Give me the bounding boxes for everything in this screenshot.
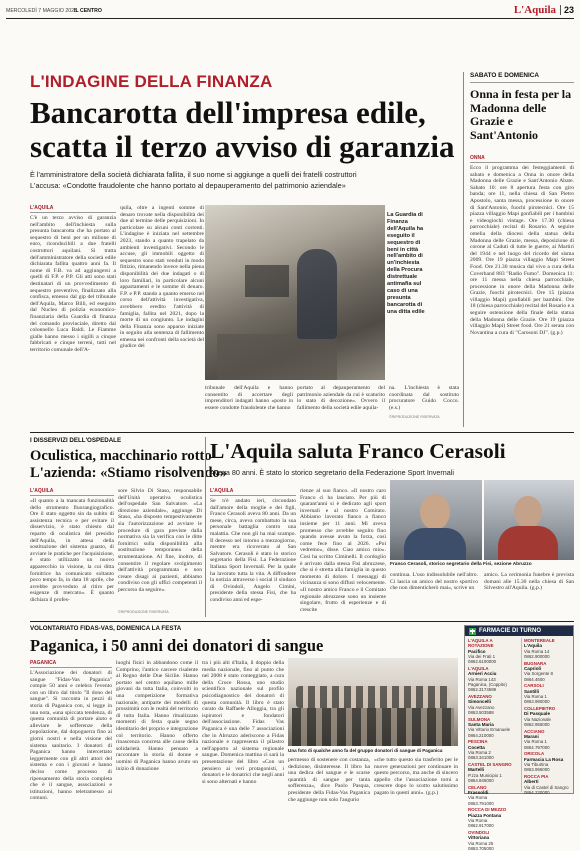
pharmacy-detail: 0862.900000 [523,653,550,659]
photo-head-shape-2 [514,496,542,528]
pharmacy-entry [468,638,518,664]
sidebar-body-wrap [470,155,574,427]
lead-col-5 [389,385,459,427]
pharmacy-detail: Via di Castel di Sangro [523,784,569,790]
story3-text-2: rienze al suo fianco. «Il nostro caro Franco ci ha lasciato. Per più di quarant'anni si è dedicato agli sport invernali e al nostro Comitato. Abbiamo lavorato fianco a fianco insieme per 11 anni. Mi aveva promesso che avrebbe seguito fino quando avesse avuto la forza, così come fece fino al 2026. «Poi vedremo», disse. Ciao amico mio». Così ha scritto Ciminelli. Il cordoglio è arrivato dalla stessa Fisi abruzzese, che si è stretta alla famiglia in questo momento di dolore. I messaggi di vicinanza si sono diffusi velocemente. «Il nostro amico Franco e il Comitato regionale abruzzese sono un insieme singolare, frutto di esperienze e di crescite [300,488,386,613]
pharmacy-entry [468,739,518,760]
story-divider [205,437,206,617]
photo-body-shape-2 [498,526,558,560]
pharmacy-detail: 0862.955000 [523,721,550,727]
pharmacy-title: FARMACIE DI TURNO [479,628,541,634]
story3-text-4: amico. La cerimonia funebre è prevista domani alle 15.30 nella chiesa di San Silvestro all'Aquila. (g.p.) [484,572,574,592]
section-rule-2 [30,621,574,622]
pharmacy-entry [524,706,570,727]
photo-desk-shape [217,334,337,380]
story3-text-3: continua. L'uso indissolubile nell'altro. Ci lascia un amico del nostro sportivo che non dimenticherò mai», scrive un [390,572,478,592]
pharmacy-name: Marani [523,734,539,740]
pharmacy-name: Simoncelli [468,699,491,705]
pharmacy-entry [468,785,518,806]
lead-location: L'AQUILA [30,205,116,213]
paper-name: IL CENTRO [74,8,102,14]
pharmacy-detail: Via Roma 1 [523,739,547,745]
lead-byline: ©RIPRODUZIONE RISERVATA [389,415,440,419]
pharmacy-header [465,626,573,636]
story4-col-1 [30,660,112,802]
story2-kicker: I DISSERVIZI DELL'OSPEDALE [30,437,122,444]
cerasoli-photo-2 [484,480,574,560]
pharmacy-name: Farmacia La Rosa [523,756,564,762]
photo-body-shape [404,528,466,560]
pharmacy-name: Frassoldi [468,790,489,796]
pharmacy-name: Alberti [523,779,539,785]
photo-group-row-2 [292,708,454,746]
pharmacy-name: Arnieri Acciu [468,671,497,677]
story3-caption: Franco Cerasoli, storico segretario della Fisi, sezione Abruzzo [390,562,532,567]
pharmacy-detail: Via Roma 1 [523,693,547,699]
sidebar-body: Ecco il programma dei festeggiamenti di sabato e domenica a Onna in onore della Madonna delle Grazie e Sant'Antonio Abate. Sabato 10: ore 8 apertura festa con giro banda; ore 11, nella chiesa di San Pietro Apostolo, santa messa, processione in onore di Sant'Antonio, fuochi pirotecnici. Ore 15 piazza villaggio Mapi gonfiabili per i bambini e videogiochi vintage. Ore 17.30 (chiesa parrocchiale) recital di Rosario. A seguire omelia della diocesi della statua della Madonna delle Grazie, messa, deposizione di corone al Caduti di tutte le guerre, ai Martiri del 1944 e nel luogo del ricordo del sisma 2009. Ore 19 piazza villaggio Mapi Street Food. Ore 21.30 musica dal vivo a cura della Coverband 883 "Radio Fumo". Domenica 11: ore 11 messa nella chiesa parrocchiale, processione in onore della Madonna delle Grazie, fuochi pirotecnici. Ore 15 (piazza villaggio Mapi) gonfiabili per bambini. Ore 18 (chiesa parrocchiale) recital del Rosario e a seguire ostensione della finale della statua della Madonna delle Grazie. Ore 19 (piazza villaggio Mapi) Street food. Ore 21 serata con Novantina a cura di "Carosoni DJ". (g.p.) [470,165,574,336]
story3-headline: L'Aquila saluta Franco Cerasoli [210,439,506,463]
pharmacy-city: OVINDOLI [468,830,490,836]
story2-byline: ©RIPRODUZIONE RISERVATA [118,610,169,614]
sidebar-kicker: SABATO E DOMENICA [470,72,539,79]
pharmacy-detail: 0862.3174599 [468,687,497,693]
pharmacy-name: Pacifico [468,648,486,654]
pharmacy-column-1 [468,638,518,851]
sidebar-kicker-rule [470,82,574,83]
pharmacy-detail: Via Roma 14 [523,648,550,654]
story4-text-2: luoghi fisici in abbandono come il Comprino, l'antico carcere risalente al Regno delle Due Sicilie. Hanno portato nel centro aquilano mille giovani da tutta Italia, coinvolti in una competizione formativa nazionale, antiparte dei modelli di prossimità con le realtà del territorio di tutta Italia. Hanno ritualizzato momenti di festa quale segno identitario del proprio e integrazione col territorio. Hanno offerto rinascenza concreta alle cause della solidarietà. Hanno pensato a raccontare la storia di donne e uomini di Paganica hanno avuto un inizio di donazione [116,660,199,772]
pharmacy-detail: 0863.990000 [523,699,550,705]
pharmacy-detail: Via Roma 25 [468,840,494,846]
issue-date: MERCOLEDÌ 7 MAGGIO 2025 [6,8,77,14]
pharmacy-detail: 0864.797000 [523,744,550,750]
pharmacy-city: PESCINA [468,739,488,745]
pharmacy-entry [468,762,518,783]
lead-summary-2: L'accusa: «Condotte fraudolente che hanno portato al depauperamento del patrimonio aziendale» [30,181,346,190]
pharmacy-detail: Paganica, (Coppito) [468,681,507,687]
pharmacy-detail: 0863.503588 [468,709,494,715]
page-number: 23 [560,5,574,15]
story2-headline-1: Oculistica, macchinario rotto [30,448,212,464]
pharmacy-detail: Via Roma [468,795,488,801]
pharmacy-name: Vittoriana [468,835,490,841]
lead-text-3: tribunale dell'Aquila e hanno consentito di accertare degli imprenditori indagati hanno «posto in essere condotte fraudolente che hanno [205,385,293,411]
section-name: L'Aquila [513,4,556,16]
page-header [6,4,574,16]
pharmacy-entry [524,729,570,750]
cerasoli-photo [390,480,482,560]
story4-headline: Paganica, i 50 anni dei donatori di sangue [30,636,324,655]
story4-text-1: L'Associazione dei donatori di sangue "Fidas-Vas Paganica" compie 50 anni e celebra l'evento con un libro dal titolo "Il dono del sangue". Si racconta in pezzi di storia di Paganica con, si legge in una nota, «una spiccata tendenza, di questa comunità di portare aiuto e alleviare le sofferenze della popolazione, dal dopoguerra fino ai giorni nostri e nella visione del sistema sanitario. I donatori di Paganica hanno intercettato leggermente con gli altri attori del sistema e con i giovani e hanno deciso come processo di ripensamento della storia completa che è il sangue, associazioni e istituzioni, hanno teletramesso ai comuni. [30,670,112,802]
story2-headline-2: L'azienda: «Stiamo risolvendo» [30,465,228,481]
lead-text-4: portato al depauperamento del patrimonio aziendale da cui è scaturito lo stato di decozione». Ovvero il fallimento della società edile aquila- [297,385,385,411]
pharmacy-entry [524,661,570,682]
pharmacy-city: CASTEL DI SANGRO [468,762,512,768]
pharmacy-city: CARSOLI [523,683,544,689]
pharmacy-city: ACCIANO [523,728,545,734]
story4-kicker: VOLONTARIATO FIDAS-VAS, DOMENICA LA FESTA [30,625,182,632]
pharmacy-entry [524,774,570,795]
lead-text-5: na. L'inchiesta è stata coordinata dal sostituto procuratore Guido Cocco. (e.s.) [389,385,459,411]
pharmacy-column-2 [521,638,570,796]
story3-text-1: Se n'è andato ieri, circondato dall'amore della moglie e dei figli, Franco Cerasoli aveva 80 anni. Da un mese, circa, aveva combattuto la sua personale battaglia contro una malattia. Che non gli ha mai scampo. Il decesso nel intorno a mezzogiorno, mentre era ricoverato al San Salvatore. Cerasoli è stato lo storico segretario della Fisi. La Federazione Italiana Sport Invernali. Per la quale ha lavorato tutta la vita. A diffondere la notizia attraverso i social il sindaco di Ovindoli, Angelo Cimini, presidente della stessa Fisi, che ha condiviso anni ed espe- [210,498,296,603]
story3-location: L'AQUILA [210,488,296,496]
pharmacy-detail: 0864.845000 [468,777,494,783]
pharmacy-detail: Via Avezzano [468,704,495,710]
story2-text-2: sore Silvio Di Staso, responsabile dell'Unità operativa oculistica dell'ospedale San Salvatore. «La direzione aziendale», aggiunge Di Staso, «ha disposto tempestivamente sia l'autorizzazione ad avviare le procedure di gara previste dalla normativa sia la verifica con le ditte fornitrici sulla disponibilità alla sostituzione temporanea della strumentazione. Al fine, inoltre, di consentire il regolare svolgimento dell'attività programmata e non creare disagi ai pazienti, abbiamo condiviso con gli uffici competenti il percorso da seguire». [118,488,202,593]
pharmacy-box [464,625,574,851]
pharmacy-cross-icon [469,628,476,635]
pharmacy-name: Santa Maria [468,721,494,727]
pharmacy-detail: 0863.996000 [523,767,550,773]
pharmacy-detail: 0862.917000 [468,823,494,829]
pharmacy-entry [468,666,518,692]
lead-headline-2: scatta il terzo avviso di garanzia [30,129,455,164]
pharmacy-name: Martelli [468,767,485,773]
pharmacy-city: COLLEPIETRO [523,706,556,712]
pharmacy-entry [524,638,570,659]
pharmacy-city: SULMONA [468,716,491,722]
story3-col-1 [210,488,296,618]
story2-text-1: «Il quanto a la mancata funzionalità dello strumento fluorangiografico. Ore il stato oggetto sin da subito di assistenza tecnica e per evitare il disservizio, è stato chiesto dal reparto di oculistica del presidio dell'Aquila, in attesa della sostituzione del sistema guasto, di avviare le pratiche per l'acquisizione, è stato utilizzato un nuovo apparecchio in visione, la cui ditta fornitrice ha comunicato soltanto poco tempo fa, in data 18 aprile, che avrebbe provveduto al ritiro per esigenze di mercato». È quanto dichiara il profes- [30,498,114,603]
pharmacy-city: ROCCA DI MEZZO [468,807,507,813]
pharmacy-detail: 0864.230000 [523,790,550,796]
lead-summary-1: È l'amministratore della società dichiarata fallita, il suo nome si aggiunge a quelli dei fratelli costruttori [30,170,357,179]
pharmacy-name: Di Pasquale [523,711,550,717]
pharmacy-city: ORICOLA [523,751,545,757]
sidebar-location: ONNA [470,155,574,163]
pharmacy-city: MONTEREALE [523,638,555,643]
pharmacy-detail: Via dei Frati 1 [468,653,496,659]
pharmacy-detail: Via Vittorio Emanuele [468,727,511,733]
pharmacy-detail: 0864.4600 [523,676,545,682]
pharmacy-detail: Via Roma 143 [468,676,496,682]
story4-text-4: permesso di sostenere con costanza, dedizione, disinteresse. Il libro ha una dedica del sangue e le scarse quantità di sangue per tanta sofferenza», dice Paolo Pasqua, presidente della Fidas-Vas Paganica che aggiunge non solo l'augurio [288,757,370,803]
story4-location: PAGANICA [30,660,112,668]
story4-caption: Una foto di qualche anno fa del gruppo donatori di sangue di Paganica [288,748,443,753]
story2-col-1 [30,488,114,618]
pharmacy-detail: 0862.6100000 [468,659,497,665]
lead-col-1 [30,205,116,427]
pharmacy-detail: 0863.705000 [468,845,494,851]
finance-photo [205,205,385,380]
section-rule-1 [30,432,574,433]
pharmacy-name: Caprioli [523,665,542,671]
pharmacy-detail: 0863.791000 [468,800,494,806]
lead-kicker: L'INDAGINE DELLA FINANZA [30,72,273,91]
pharmacy-detail: Via Roma [468,818,488,823]
pharmacy-entry [468,717,518,738]
pharmacy-detail: P.zza Municipio 1 [468,772,502,778]
pharmacy-detail: Via Roma 2 [468,749,491,755]
header-rule [6,18,574,19]
pharmacy-name: L'Aquila [523,643,542,649]
lead-caption: La Guardia di Finanza dell'Aquila ha eseguito il sequestro di beni in città nell'ambito di un'inchiesta della Procura distrettuale antimafia sul caso di una presunta bancarotta di una ditta edile [387,212,425,315]
story3-summary: Aveva 80 anni. È stato lo storico segretario della Federazione Sport Invernali [210,468,454,477]
pharmacy-city: AVEZZANO [468,693,492,699]
lead-headline-1: Bancarotta dell'impresa edile, [30,95,426,130]
pharmacy-city: ROCCA PIA [523,774,549,780]
pharmacy-entry [468,807,518,828]
story2-location: L'AQUILA [30,488,114,496]
pharmacy-entry [524,683,570,704]
lead-text-2: quila, oltre a ingenti somme di denaro trovate nella disponibilità dei due al termine delle perquisizioni. In particolare su alcuni conti correnti. L'indagine è iniziata nel settembre 2023, stando a quanto trapelato da ambienti investigativi. Secondo le accuse, gli immobili oggetto di sequestro sono stati venduti in modo fittizio, rimanendo invece nella piena disponibilità dei due indagati o di loro familiari, in particolare alcuni appartamenti e le somme di denaro. F.P. e P.P. stando a quanto emerso nel corso dell'attività investigativa, avrebbero eredito l'attività di famiglia, fallita nel 2021, dopo la morte di un congiunto. Le indagini della Finanza sono apparso iniziate in seguito alla sentenza di fallimento emessa nei confronti della società del giudice del [120,205,204,350]
pharmacy-detail: Via Nazionale [523,716,551,722]
pharmacy-entry [468,830,518,851]
pharmacy-detail: 0863.341000 [468,755,494,761]
photo-head-shape [420,494,450,530]
pharmacy-entry [524,751,570,772]
story2-col-2 [118,488,202,618]
pharmacy-city: BUGNARA [523,660,547,666]
pharmacy-detail: Via Sorgente 8 [523,671,553,677]
pharmacy-detail: Via Tiburtina [523,762,549,768]
pharmacy-name: Santilli [523,688,540,694]
story4-text-3: tra i più alti d'Italia, il doppio della media nazionale, fino al punto che nel 2008 è stato conteggiato, a cura della Croce Rossa, uno studio scientifico nazionale sul profilo psicodiagnostico dei donatori di questa comunità. Il libro è stato curato da Raffaele Alloggia, tra gli ispiratori e fondatori dell'associazione. Fidas Vas Paganica è una delle 7 associazioni che in Abruzzo aderiscono a Fidas nazionale e rappresenta il pilastro nell'apporto al sistema regionale sangue. Domenica mattina ci sarà la presentazione del libro «Con un pensiero ai veri protagonisti, i donatori e le donatrici che negli anni si sono alternati e hanno [202,660,285,785]
sidebar-divider [463,72,464,427]
photo-figure-shape [297,249,337,339]
pharmacy-city: L'AQUILA A ROTAZIONE [468,638,494,649]
sidebar-headline: Onna in festa per la Madonna delle Grazie e Sant'Antonio [470,87,572,142]
donors-photo [288,658,458,746]
pharmacy-name: Cocetta [468,744,485,750]
pharmacy-city: L'AQUILA [468,665,489,671]
pharmacy-city: CELANO [468,784,487,790]
pharmacy-name: Piazza Fontana [468,812,502,818]
photo-monitor-shape [245,265,289,297]
pharmacy-entry [468,694,518,715]
lead-text-1: C'è un terzo avviso di garanzia nell'ambito dell'inchiesta sulla presunta bancarotta che ha portato al sequestro di beni per un milione di euro, riconducibili a due fratelli costruttori aquilani. Si tratta dell'amministratore della società edile dichiarata fallita quattro anni fa. Il nome di F.B. va ad aggiungersi a quelli di F.P. e P.P. Gli atti sono stati destinatari di un provvedimento di sequestro preventivo, finalizzato alla confisca, emesso dal gip del tribunale dell'Aquila, Marco Billi, ed eseguito dal Nucleo di polizia economico-finanziaria della Guardia di finanza del comando provinciale, diretto dal colonnello Luca Baldi. Le Fiamme gialle hanno messo i sigilli a cinque fabbricati e cinque terreni, tutti nel territorio comunale dell'A- [30,215,116,353]
photo-group-row-1 [296,686,450,708]
pharmacy-detail: 0864.210000 [468,732,494,738]
story4-text-5: «che tutto questo sia trasferito per le nuove generazioni per continuare in questo percorso, ma anche di sincero appello che l'associazione torni a crescere dopo lo scotto salutissimo pagato in questi anni». (g.p.) [374,757,458,796]
